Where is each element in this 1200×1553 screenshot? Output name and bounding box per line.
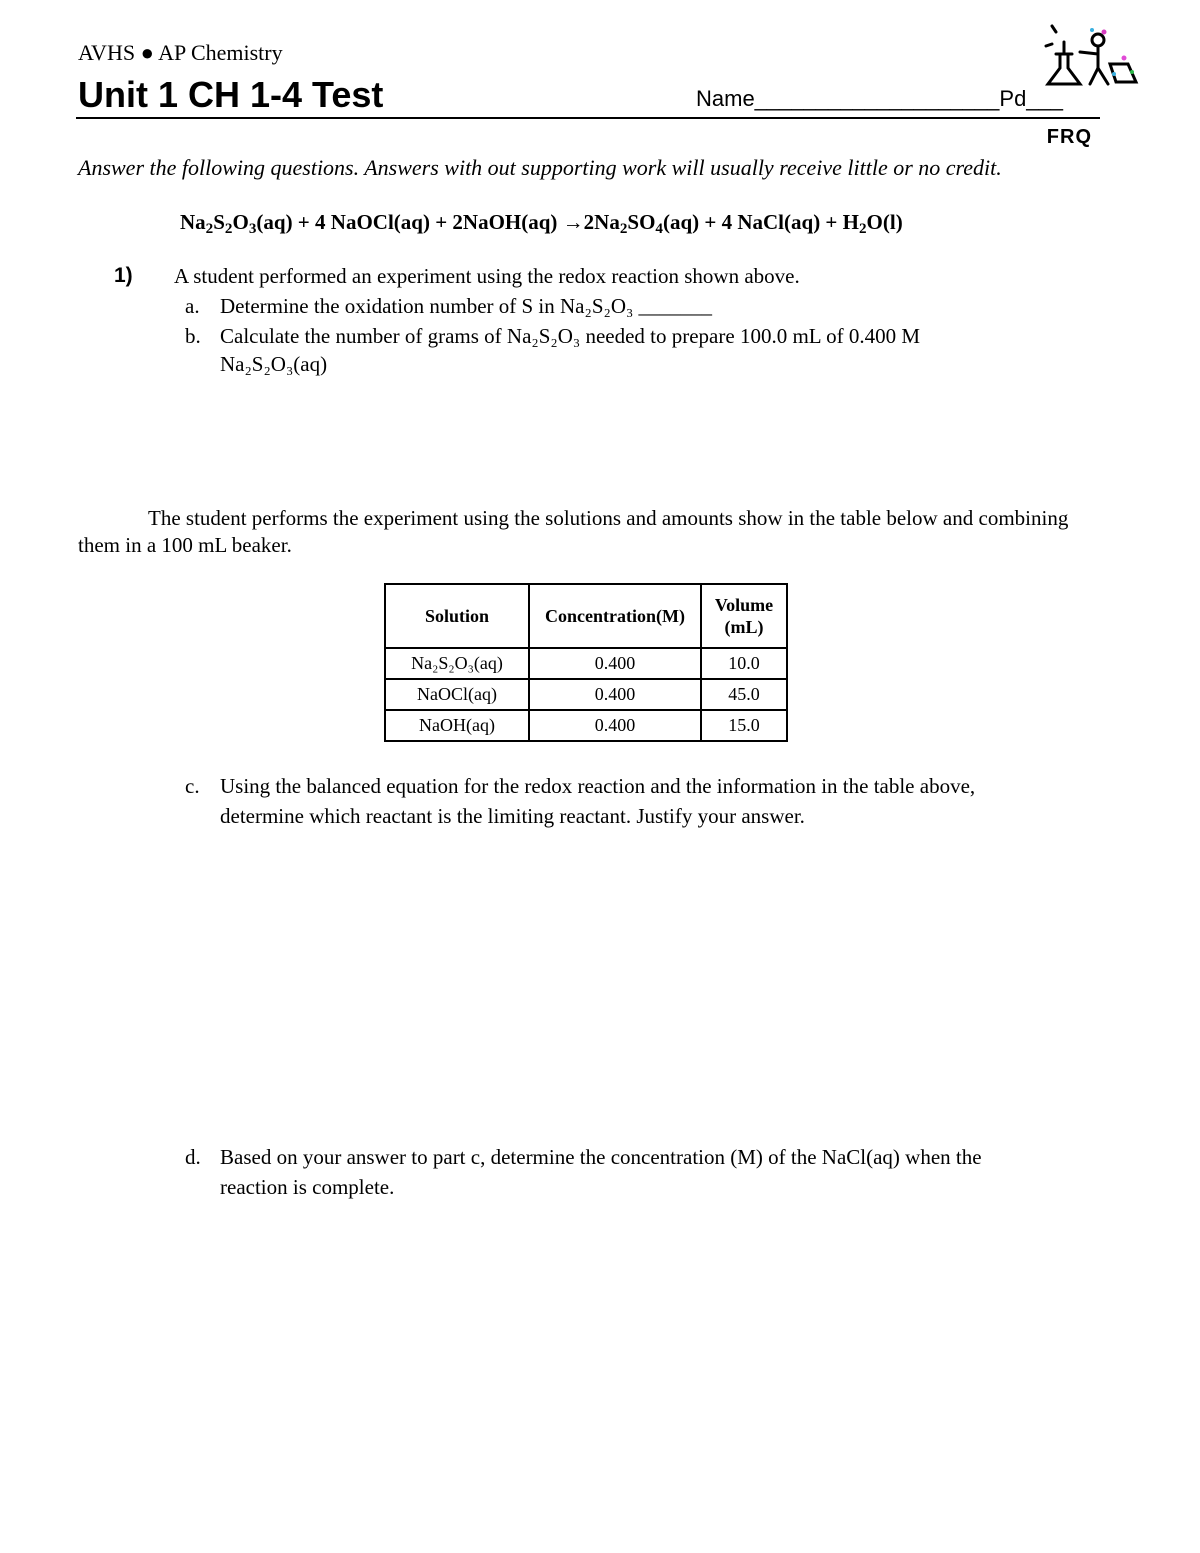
question-number: 1): [114, 264, 133, 287]
table-header-row: [385, 584, 787, 648]
question-prompt: A student performed an experiment using the redox reaction shown above.: [174, 264, 800, 288]
part-a-text: Determine the oxidation number of S in Na₂S₂O₃ _______: [220, 294, 713, 318]
experiment-paragraph: The student performs the experiment using the solutions and amounts show in the table below and combining them in a 100 mL beaker.: [78, 506, 1069, 557]
chemist-flask-icon: [1032, 14, 1142, 90]
table-cell: 10.0: [701, 648, 787, 679]
table-cell: 45.0: [701, 679, 787, 710]
table-cell: 0.400: [529, 679, 701, 710]
table-row: [385, 679, 787, 710]
arrow-icon: →: [562, 210, 584, 234]
table-cell: 0.400: [529, 710, 701, 741]
header-rule: [76, 117, 1100, 119]
part-d-text-1: Based on your answer to part c, determine the concentration (M) of the NaCl(aq) when the: [220, 1145, 982, 1169]
table-row: [385, 648, 787, 679]
part-c-text-1: Using the balanced equation for the redox reaction and the information in the table above,: [220, 774, 976, 798]
solutions-table: [384, 583, 788, 742]
page-title: Unit 1 CH 1-4 Test: [78, 74, 384, 115]
table-cell: NaOCl(aq): [385, 679, 529, 710]
part-c-text-2: determine which reactant is the limiting reactant. Justify your answer.: [220, 804, 805, 828]
table-cell: 0.400: [529, 648, 701, 679]
part-d-label: d.: [185, 1145, 201, 1169]
part-c-label: c.: [185, 774, 200, 798]
part-b-text-2: Na₂S₂O₃(aq): [220, 352, 328, 376]
part-d-text-2: reaction is complete.: [220, 1175, 395, 1199]
table-header: Volume (mL): [701, 584, 787, 648]
table-header: Concentration(M): [529, 584, 701, 648]
table-cell: Na₂S₂O₃(aq): [385, 648, 529, 679]
instructions: Answer the following questions. Answers with out supporting work will usually receive little or no credit.: [78, 155, 1002, 180]
part-b-text-1: Calculate the number of grams of Na₂S₂O₃ needed to prepare 100.0 mL of 0.400 M: [220, 324, 920, 348]
table-header: Solution: [385, 584, 529, 648]
table-cell: NaOH(aq): [385, 710, 529, 741]
table-row: [385, 710, 787, 741]
name-period-field[interactable]: Name____________________Pd___: [696, 86, 1064, 111]
redox-equation: $Na_2S_2O_3(aq) + 4$ NaOCl(aq) + 2NaOH(aq) $\to 2Na_2SO_4(aq) + 4$ NaCl(aq) + $H_2O(l)$: [180, 210, 903, 237]
course-label: AVHS ● AP Chemistry: [78, 40, 283, 65]
part-b-label: b.: [185, 324, 201, 348]
section-label: FRQ: [1046, 126, 1092, 148]
part-a-label: a.: [185, 294, 200, 318]
table-cell: 15.0: [701, 710, 787, 741]
